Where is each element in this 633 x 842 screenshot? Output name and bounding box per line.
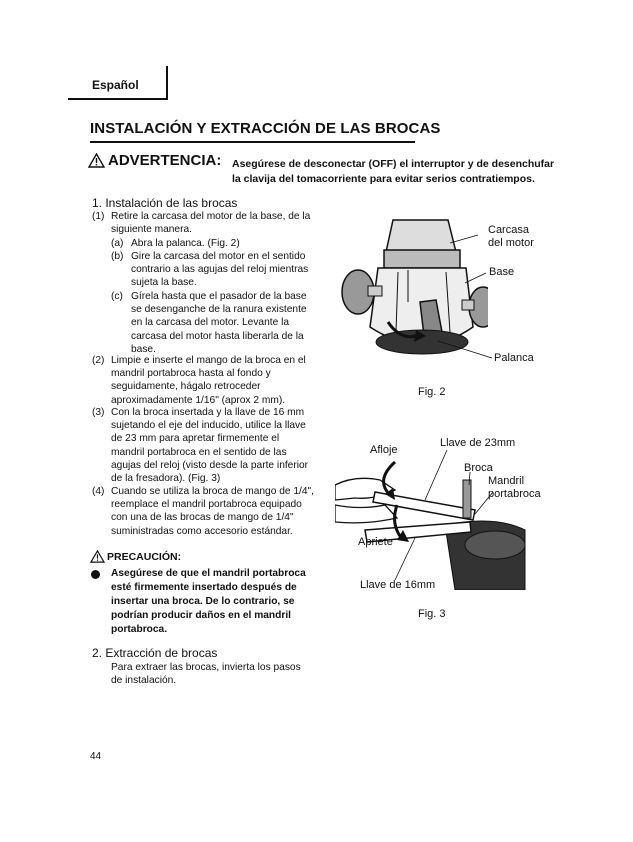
fig3-callout-llave23: Llave de 23mm — [440, 437, 516, 449]
step-number: (1) — [92, 211, 105, 222]
step-line: Gírela hasta que el pasador de la base — [131, 291, 307, 302]
step-line: de 23 mm para apretar firmemente el — [111, 433, 280, 445]
caution-line: esté firmemente insertado después de — [111, 582, 297, 593]
step-line: base. — [131, 343, 156, 355]
step-number: (b) — [111, 251, 124, 262]
step-line: se desenganche de la ranura existente — [131, 304, 307, 316]
step-line: mandril portabroca en el sentido de las — [111, 446, 287, 458]
page-number: 44 — [90, 751, 102, 762]
step-text — [111, 354, 329, 407]
step-line: seguidamente, hágalo retroceder — [111, 381, 261, 393]
step-number: (2) — [92, 355, 105, 366]
fig2-callout-palanca: Palanca — [494, 352, 534, 364]
step-text — [131, 290, 331, 356]
section2-heading: 2. Extracción de brocas — [92, 646, 218, 660]
step-text — [111, 406, 331, 485]
language-tab — [68, 66, 168, 100]
caution-line: insertar una broca. De lo contrario, se — [111, 596, 295, 607]
callout-line: Carcasa — [488, 224, 529, 236]
fig2-callout-carcasa — [488, 224, 534, 250]
step-line: Retire la carcasa del motor de la base, de la — [111, 211, 311, 222]
step-line: agujas del reloj (visto desde la parte inferior — [111, 459, 309, 471]
step-line: Gire la carcasa del motor en el sentido — [131, 251, 306, 262]
warning-triangle-icon — [90, 550, 105, 563]
step-line: reemplace el mandril portabroca equipado — [111, 499, 302, 511]
step-line: en la carcasa del motor. Levante la — [131, 317, 290, 329]
step-line: de la fresadora). (Fig. 3) — [111, 473, 221, 485]
callout-line: portabroca — [488, 488, 541, 500]
step-line: mandril portabroca hasta al fondo y — [111, 368, 271, 380]
warning-text-line: Asegúrese de desconectar (OFF) el interruptor y de desenchufar — [232, 158, 555, 170]
step-line: siguiente manera. — [111, 224, 192, 236]
caution-heading — [90, 550, 181, 563]
step-text — [111, 210, 329, 236]
step-line: aproximadamente 1/16" (aprox 2 mm). — [111, 394, 286, 406]
caution-line: podrían producir daños en el mandril — [111, 610, 292, 621]
fig2-caption: Fig. 2 — [418, 386, 446, 398]
title-underline — [90, 141, 415, 143]
caution-line: Asegúrese de que el mandril portabroca — [111, 568, 306, 579]
callout-line: del motor — [488, 237, 534, 249]
step-number: (a) — [111, 238, 124, 249]
step-text — [131, 237, 331, 250]
fig3-caption: Fig. 3 — [418, 608, 446, 620]
step-line: Limpie e inserte el mango de la broca en el — [111, 355, 306, 366]
section2-line: Para extraer las brocas, invierta los pasos — [111, 662, 301, 673]
step-number: (4) — [92, 486, 105, 497]
section2-text — [111, 661, 331, 687]
section1-heading: 1. Instalación de las brocas — [92, 196, 238, 210]
language-label: Español — [92, 78, 139, 92]
step-line: sujetando el eje del inducido, utilice la llave — [111, 420, 306, 432]
step-line: contrario a las agujas del reloj mientras — [131, 264, 309, 276]
caution-text — [111, 567, 331, 637]
fig2-callout-base: Base — [489, 266, 515, 278]
step-line: Con la broca insertada y la llave de 16 mm — [111, 407, 305, 418]
section2-line: de instalación. — [111, 675, 177, 687]
step-number: (3) — [92, 407, 105, 418]
step-number: (c) — [111, 291, 123, 302]
callout-line: Mandril — [488, 475, 525, 487]
warning-heading — [88, 152, 221, 169]
fig3-wrench-illustration — [335, 450, 535, 590]
caution-line: portabroca. — [111, 624, 168, 635]
fig3-callout-llave16: Llave de 16mm — [360, 579, 436, 591]
fig3-callout-afloje: Afloje — [370, 444, 398, 456]
step-line: sujeta la base. — [131, 277, 197, 289]
caution-label: PRECAUCIÓN: — [107, 550, 182, 563]
step-line: Cuando se utiliza la broca de mango de 1/4", — [111, 486, 314, 497]
fig3-callout-broca: Broca — [464, 462, 493, 474]
step-line: carcasa del motor hasta liberarla de la — [131, 330, 304, 342]
step-line: suministradas como accesorio estándar. — [111, 525, 293, 537]
bullet-icon — [91, 570, 100, 579]
step-text — [111, 485, 329, 538]
fig3-callout-apriete: Apriete — [358, 536, 393, 548]
warning-text — [232, 157, 562, 187]
section-title: INSTALACIÓN Y EXTRACCIÓN DE LAS BROCAS — [90, 120, 441, 137]
step-text — [131, 250, 331, 290]
warning-text-line: la clavija del tomacorriente para evitar serios contratiempos. — [232, 173, 535, 185]
warning-triangle-icon — [88, 153, 105, 168]
warning-label: ADVERTENCIA: — [108, 152, 222, 169]
step-line: con una de las brocas de mango de 1/4" — [111, 512, 294, 524]
fig3-callout-mandril — [488, 475, 541, 501]
step-line: Abra la palanca. (Fig. 2) — [131, 238, 240, 249]
